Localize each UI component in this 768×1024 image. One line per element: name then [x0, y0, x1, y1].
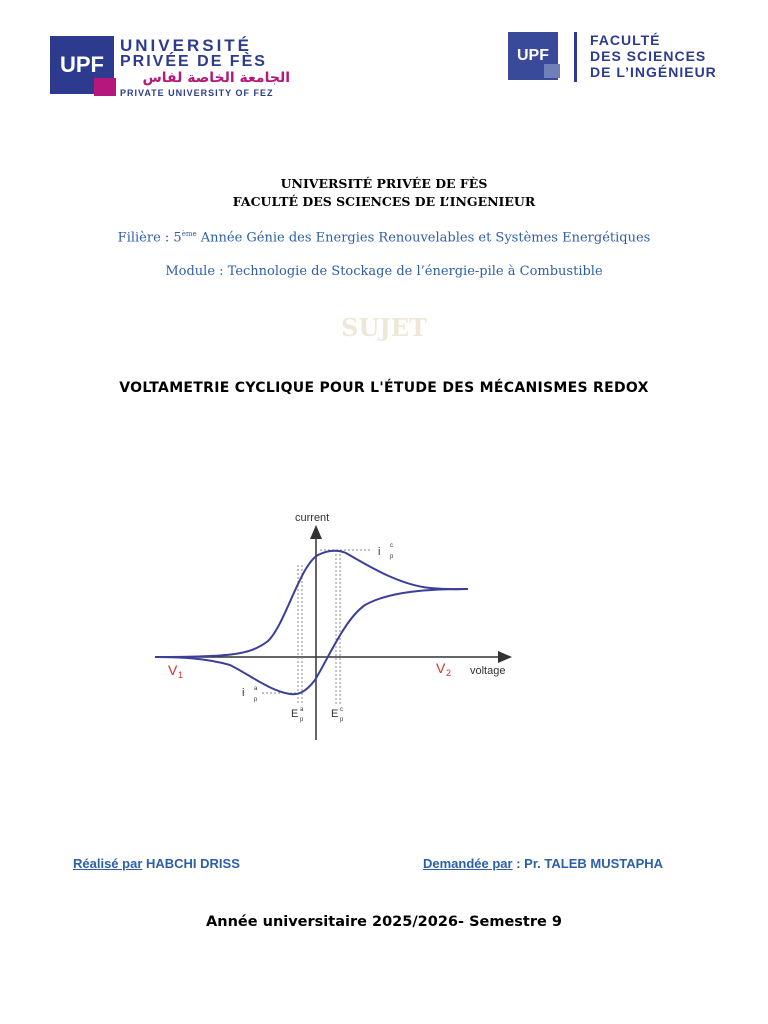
v1-subscript: 1	[178, 670, 184, 680]
upf-faculty-logo	[508, 32, 748, 84]
ipc-letter: i	[378, 546, 381, 558]
epa-label	[291, 707, 304, 723]
logo-accent-square	[94, 78, 116, 96]
module-line: Module : Technologie de Stockage de l’énergie-pile à Combustible	[165, 264, 603, 279]
realise-par-line	[73, 856, 240, 871]
ipc-subscript: p	[390, 554, 394, 560]
university-heading: UNIVERSITÉ PRIVÉE DE FÈS	[280, 176, 488, 191]
voltage-axis-label: voltage	[470, 665, 506, 677]
ipa-superscript: a	[254, 686, 258, 692]
ipa-label	[242, 686, 258, 703]
filiere-line	[0, 230, 768, 245]
v2-label	[436, 660, 451, 678]
realise-par-name: HABCHI DRISS	[142, 856, 240, 871]
academic-year: Année universitaire 2025/2026- Semestre 9	[206, 914, 562, 930]
upf-badge: UPF	[50, 36, 114, 94]
v1-letter: V	[168, 662, 178, 678]
logo-arabic-text: الجامعة الخاصة لفاس	[142, 70, 290, 86]
demandee-par-line	[423, 856, 663, 871]
filiere-rest: Année Génie des Energies Renouvelables et Systèmes Energétiques	[196, 230, 651, 246]
realise-par-label: Réalisé par	[73, 856, 143, 871]
logo-universite-text: UNIVERSITÉ	[120, 36, 253, 55]
epc-letter: E	[331, 708, 339, 720]
voltage-axis-arrow	[498, 651, 512, 663]
logo-divider	[574, 32, 577, 82]
logo-sciences-text: DES SCIENCES	[590, 48, 707, 64]
ipc-label	[378, 543, 394, 560]
epc-subscript: p	[340, 717, 344, 723]
reverse-scan-curve	[155, 589, 468, 694]
logo-faculte-text: FACULTÉ	[590, 32, 661, 48]
epa-subscript: p	[300, 717, 304, 723]
logo-ingenieur-text: DE L’INGÉNIEUR	[590, 64, 717, 80]
demandee-par-name: : Pr. TALEB MUSTAPHA	[512, 856, 664, 871]
ipa-subscript: p	[254, 697, 258, 703]
epc-superscript: c	[340, 707, 343, 713]
ipa-letter: i	[242, 687, 245, 699]
ipc-superscript: c	[390, 543, 393, 549]
faculty-heading: FACULTÉ DES SCIENCES DE L’INGENIEUR	[232, 194, 536, 209]
current-axis-label: current	[295, 512, 330, 524]
upf-university-logo	[50, 36, 295, 100]
v2-letter: V	[436, 660, 446, 676]
demandee-par-label: Demandée par	[423, 856, 513, 871]
filiere-prefix: Filière : 5	[117, 230, 182, 246]
current-axis-arrow	[310, 525, 322, 539]
document-title: VOLTAMETRIE CYCLIQUE POUR L'ÉTUDE DES MÉCANISMES REDOX	[119, 380, 649, 396]
epa-superscript: a	[300, 707, 304, 713]
sujet-heading: SUJET	[341, 313, 427, 342]
forward-scan-curve	[155, 551, 468, 657]
upf-badge-small: UPF	[508, 32, 558, 80]
logo-privee-text: PRIVÉE DE FÈS	[120, 53, 267, 70]
epa-letter: E	[291, 708, 299, 720]
v1-label	[168, 662, 183, 680]
logo-english-text: PRIVATE UNIVERSITY OF FEZ	[120, 88, 274, 98]
v2-subscript: 2	[446, 668, 452, 678]
epc-label	[331, 707, 344, 723]
logo-accent-square-small	[544, 64, 560, 78]
cyclic-voltammogram-figure	[150, 505, 530, 745]
filiere-sup: ème	[181, 230, 197, 238]
